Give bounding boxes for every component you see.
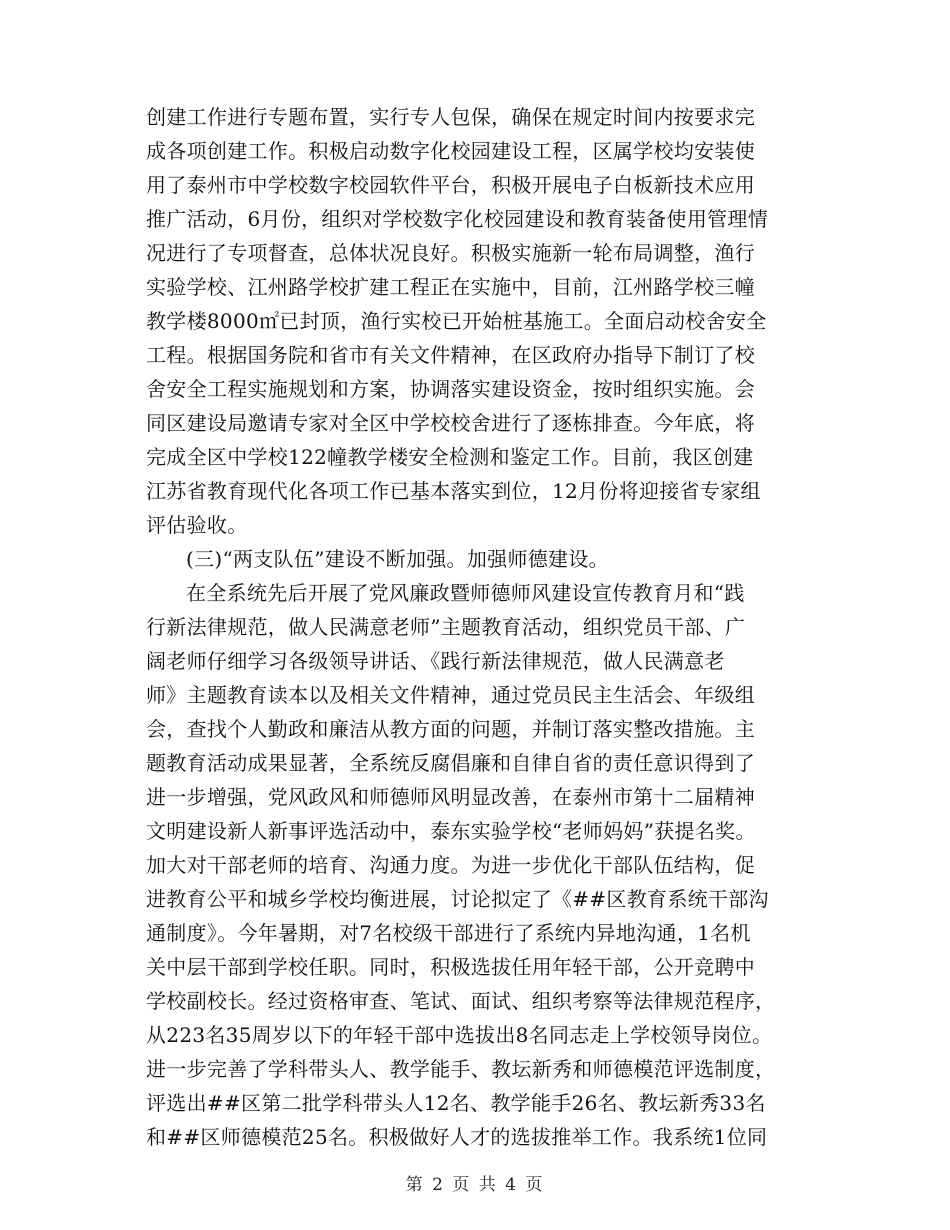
text-line: 况进行了专项督查，总体状况良好。积极实施新一轮布局调整，渔行: [146, 241, 755, 265]
text-line: 实验学校、江州路学校扩建工程正在实施中，目前，江州路学校三幢: [146, 275, 755, 299]
text-line: 创建工作进行专题布置，实行专人包保，确保在规定时间内按要求完: [146, 105, 755, 129]
text-line: 加大对干部老师的培育、沟通力度。为进一步优化干部队伍结构，促: [146, 853, 755, 877]
text-line: 阔老师仔细学习各级领导讲话、《践行新法律规范，做人民满意老: [146, 649, 725, 673]
text-line: 进一步增强，党风政风和师德师风明显改善，在泰州市第十二届精神: [146, 785, 755, 809]
text-line: 从223名35周岁以下的年轻干部中选拔出8名同志走上学校领导岗位。: [146, 1023, 773, 1047]
text-line: 用了泰州市中学校数字校园软件平台，积极开展电子白板新技术应用: [146, 173, 755, 197]
text-line: 成各项创建工作。积极启动数字化校园建设工程，区属学校均安装使: [146, 139, 755, 163]
text-line: 进一步完善了学科带头人、教学能手、教坛新秀和师德模范评选制度，: [146, 1057, 776, 1081]
text-line: 行新法律规范，做人民满意老师”主题教育活动，组织党员干部、广: [146, 615, 746, 639]
text-line: 会，查找个人勤政和廉洁从教方面的问题，并制订落实整改措施。主: [146, 717, 755, 741]
text-line: 学校副校长。经过资格审查、笔试、面试、组织考察等法律规范程序，: [146, 989, 776, 1013]
text-line: 通制度》。今年暑期，对7名校级干部进行了系统内异地沟通，1名机: [146, 921, 751, 945]
text-line: 在全系统先后开展了党风廉政暨师德师风建设宣传教育月和“践: [186, 581, 745, 605]
text-line: 评估验收。: [146, 513, 248, 537]
text-line: 进教育公平和城乡学校均衡进展，讨论拟定了《##区教育系统干部沟: [146, 887, 769, 911]
text-line: 和##区师德模范25名。积极做好人才的选拔推举工作。我系统1位同: [146, 1125, 768, 1149]
text-line: 文明建设新人新事评选活动中，泰东实验学校“老师妈妈”获提名奖。: [146, 819, 756, 843]
text-line: 题教育活动成果显著，全系统反腐倡廉和自律自省的责任意识得到了: [146, 751, 755, 775]
text-line: 师》主题教育读本以及相关文件精神，通过党员民主生活会、年级组: [146, 683, 755, 707]
text-line: 关中层干部到学校任职。同时，积极选拔任用年轻干部，公开竞聘中: [146, 955, 755, 979]
text-line: 推广活动，6月份，组织对学校数字化校园建设和教育装备使用管理情: [146, 207, 769, 231]
text-line: 教学楼8000㎡已封顶，渔行实校已开始桩基施工。全面启动校舍安全: [146, 309, 767, 333]
text-line: 完成全区中学校122幢教学楼安全检测和鉴定工作。目前，我区创建: [146, 445, 754, 469]
text-line: 江苏省教育现代化各项工作已基本落实到位，12月份将迎接省专家组: [146, 479, 761, 503]
text-line: 评选出##区第二批学科带头人12名、教学能手26名、教坛新秀33名: [146, 1091, 766, 1115]
page-footer: 第 2 页 共 4 页: [405, 1175, 545, 1195]
section-heading: (三)“两支队伍”建设不断加强。加强师德建设。: [186, 547, 609, 571]
body-text: [146, 100, 806, 1154]
text-line: 工程。根据国务院和省市有关文件精神，在区政府办指导下制订了校: [146, 343, 755, 367]
text-line: 同区建设局邀请专家对全区中学校校舍进行了逐栋排查。今年底，将: [146, 411, 755, 435]
text-line: 舍安全工程实施规划和方案，协调落实建设资金，按时组织实施。会: [146, 377, 755, 401]
